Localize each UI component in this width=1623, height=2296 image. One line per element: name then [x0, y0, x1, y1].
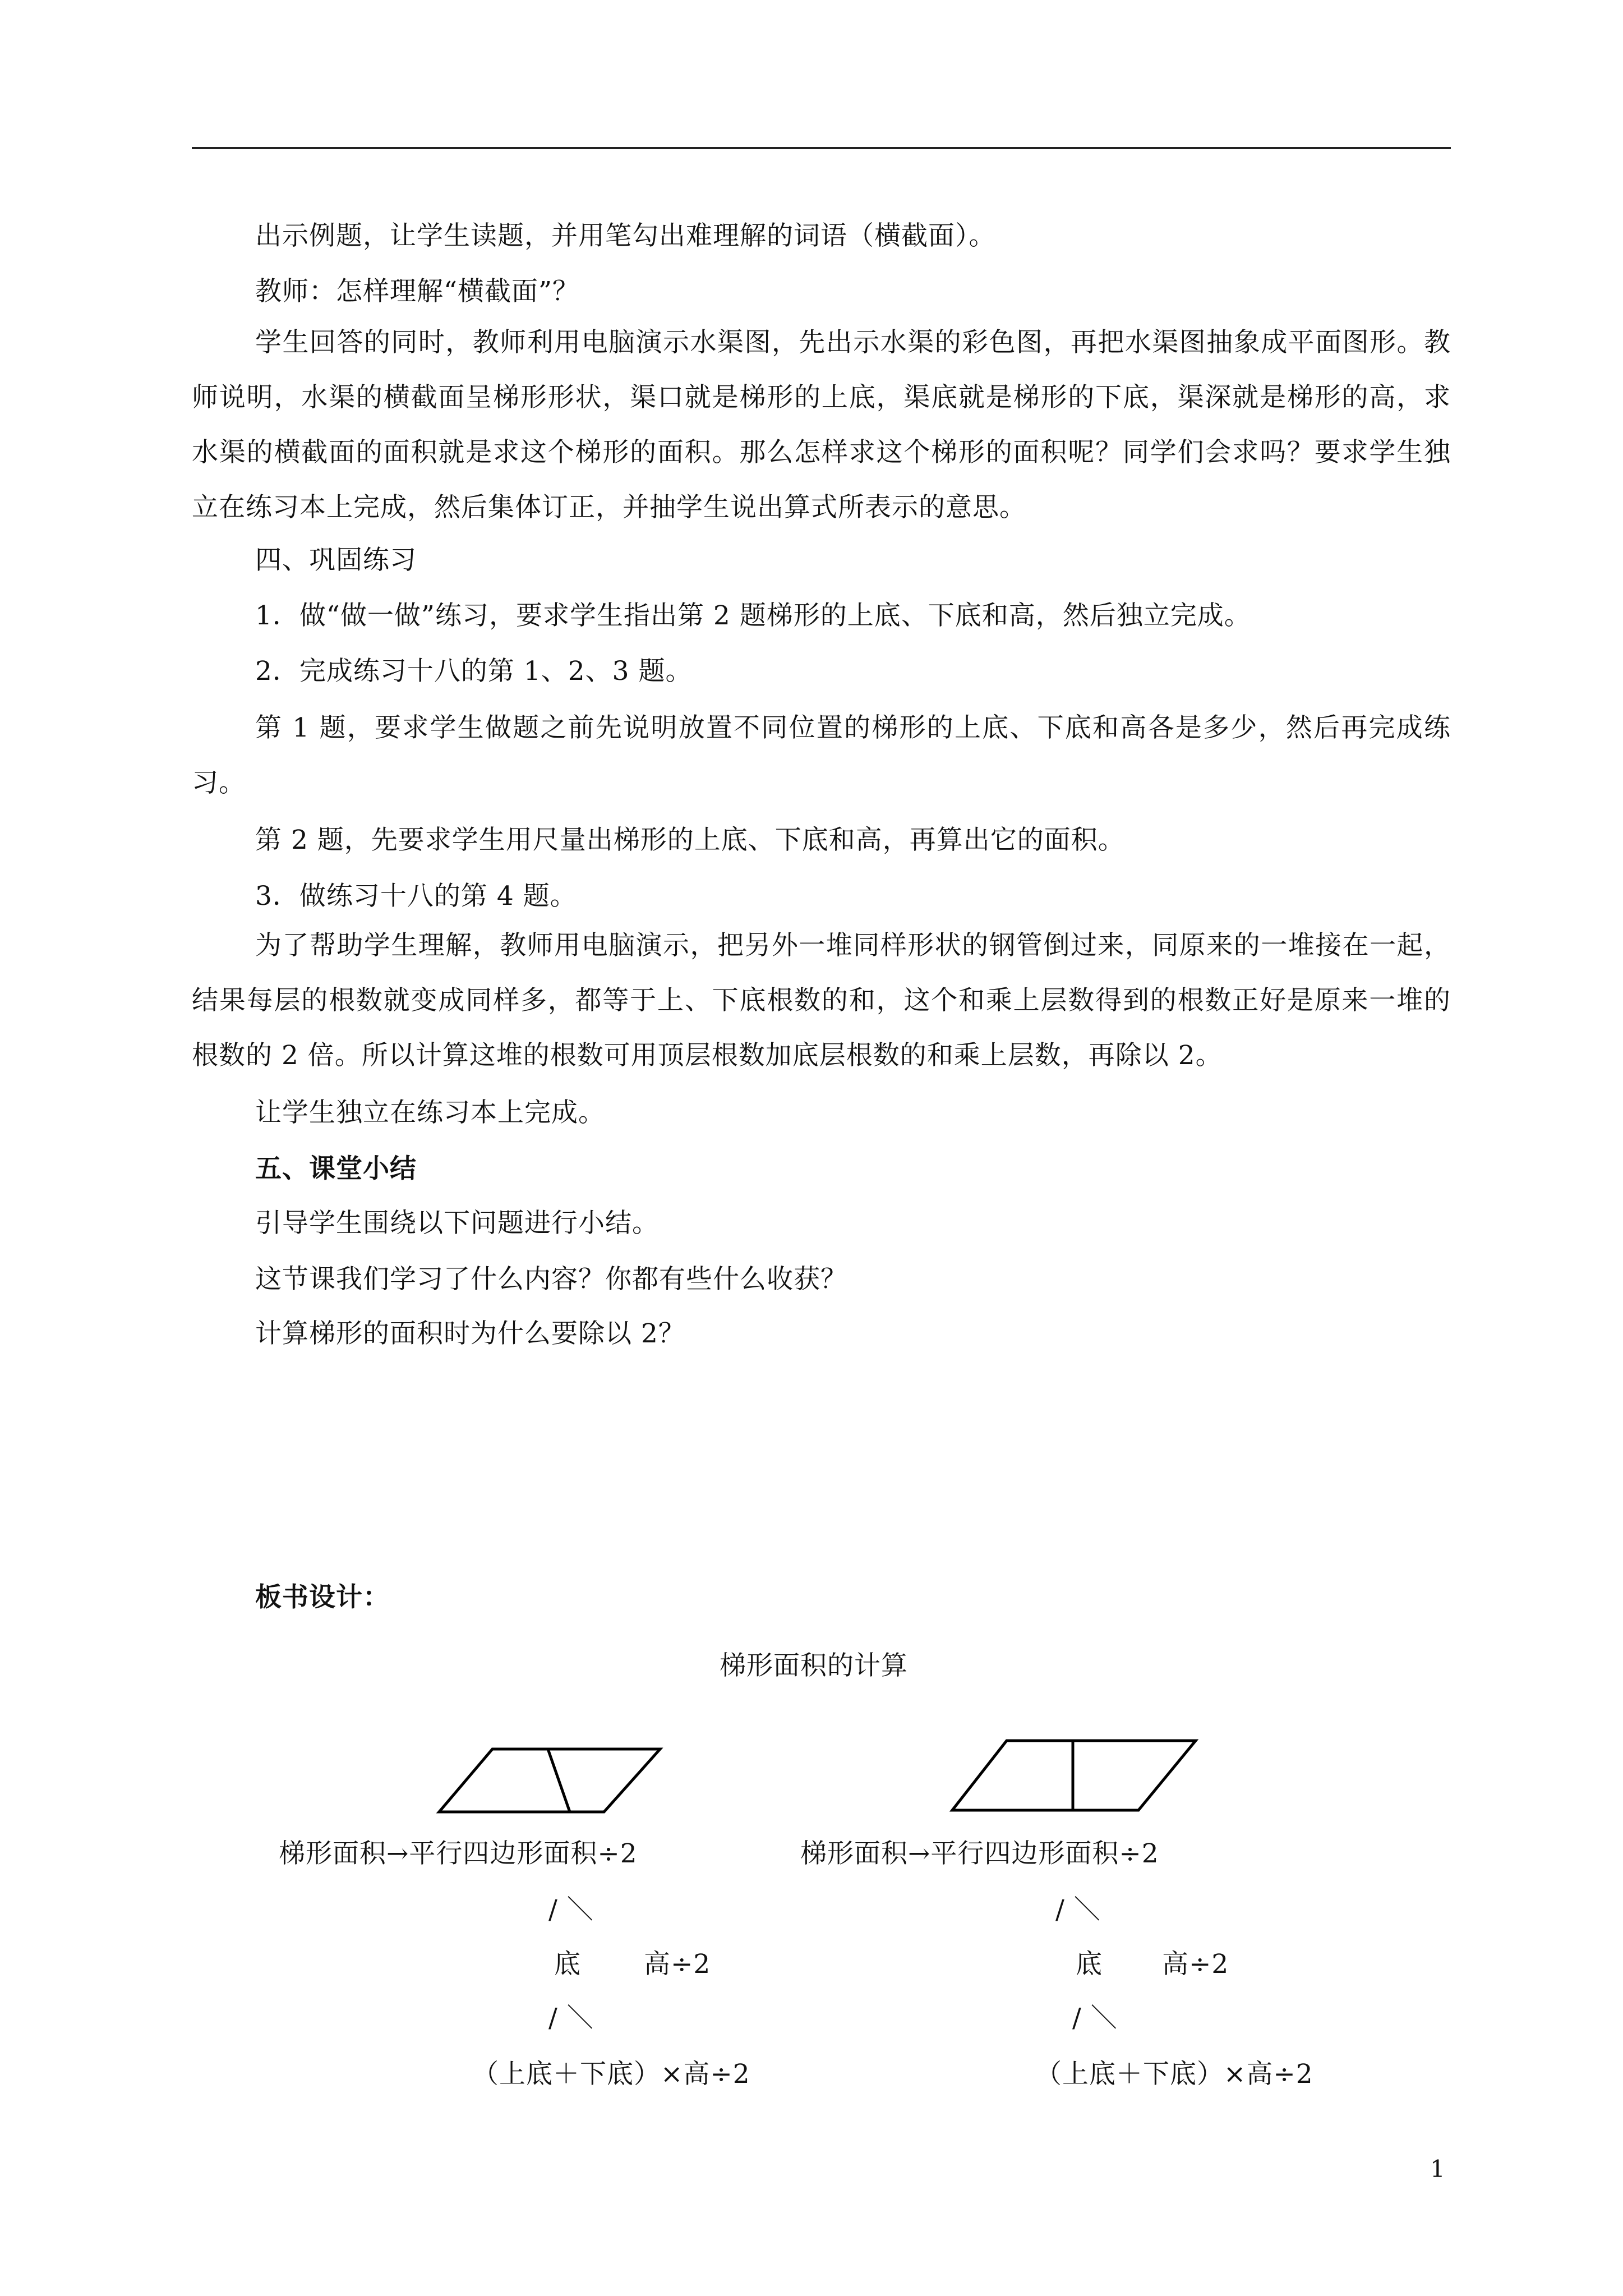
- right-final: （上底＋下底）×高÷2: [1035, 2059, 1313, 2090]
- right-branch-2: / ＼: [1072, 2003, 1118, 2033]
- parallelogram-figure-left: [437, 1747, 662, 1814]
- paragraph: 计算梯形的面积时为什么要除以 2？: [255, 1318, 685, 1349]
- paragraph: 让学生独立在练习本上完成。: [255, 1097, 605, 1128]
- header-rule: [192, 147, 1451, 149]
- left-branch-1: / ＼: [548, 1894, 594, 1925]
- paragraph: 学生回答的同时，教师利用电脑演示水渠图，先出示水渠的彩色图，再把水渠图抽象成平面图形。教师说明，水渠的横截面呈梯形形状，渠口就是梯形的上底，渠底就是梯形的下底，渠深就是梯形的高，求水渠的横截面的面积就是求这个梯形的面积。那么怎样求这个梯形的面积呢？同学们会求吗？要求学生独立在练习本上完成，然后集体订正，并抽学生说出算式所表示的意思。: [192, 327, 1451, 523]
- right-formula: 梯形面积→平行四边形面积÷2: [800, 1838, 1159, 1869]
- section-heading-practice: 四、巩固练习: [255, 545, 417, 576]
- left-base: 底: [554, 1949, 581, 1980]
- paragraph: 这节课我们学习了什么内容？你都有些什么收获？: [255, 1264, 847, 1295]
- left-final: （上底＋下底）×高÷2: [472, 2059, 750, 2090]
- paragraph: 2．完成练习十八的第 1、2、3 题。: [255, 656, 693, 687]
- right-base: 底: [1076, 1949, 1103, 1980]
- paragraph: 出示例题，让学生读题，并用笔勾出难理解的词语（横截面）。: [255, 220, 996, 251]
- board-title: 梯形面积的计算: [720, 1650, 908, 1681]
- left-height: 高÷2: [644, 1949, 711, 1980]
- paragraph: 第 1 题，要求学生做题之前先说明放置不同位置的梯形的上底、下底和高各是多少，然后再完成练习。: [192, 712, 1451, 798]
- section-heading-summary: 五、课堂小结: [255, 1153, 417, 1184]
- right-height: 高÷2: [1162, 1949, 1229, 1980]
- paragraph: 引导学生围绕以下问题进行小结。: [255, 1208, 659, 1239]
- paragraph: 1．做“做一做”练习，要求学生指出第 2 题梯形的上底、下底和高，然后独立完成。: [255, 600, 1251, 631]
- page-number: 1: [1430, 2155, 1445, 2183]
- paragraph: 教师：怎样理解“横截面”？: [255, 276, 580, 307]
- paragraph: 3．做练习十八的第 4 题。: [255, 881, 577, 912]
- parallelogram-figure-right: [951, 1739, 1197, 1812]
- left-branch-2: / ＼: [548, 2003, 594, 2033]
- paragraph: 第 2 题，先要求学生用尺量出梯形的上底、下底和高，再算出它的面积。: [255, 825, 1125, 855]
- right-branch-1: / ＼: [1055, 1894, 1101, 1925]
- paragraph: 为了帮助学生理解，教师用电脑演示，把另外一堆同样形状的钢管倒过来，同原来的一堆接在一起，结果每层的根数就变成同样多，都等于上、下底根数的和，这个和乘上层数得到的根数正好是原来一堆的根数的 2 倍。所以计算这堆的根数可用顶层根数加底层根数的和乘上层数，再除以 2。: [192, 930, 1451, 1071]
- board-heading: 板书设计：: [255, 1582, 390, 1613]
- left-formula: 梯形面积→平行四边形面积÷2: [279, 1838, 638, 1869]
